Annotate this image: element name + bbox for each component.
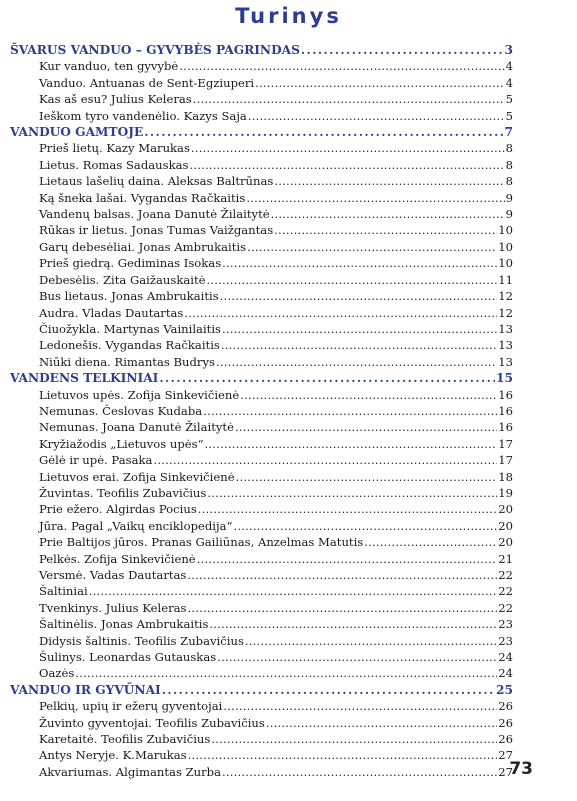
toc-entry-page: 18 xyxy=(498,469,513,484)
toc-entry-page: 10 xyxy=(498,223,513,238)
toc-entry xyxy=(10,764,513,780)
table-of-contents xyxy=(10,42,513,780)
toc-entry-page: 22 xyxy=(498,568,513,582)
dot-leader xyxy=(198,501,497,517)
toc-entry-page: 20 xyxy=(498,502,513,517)
toc-entry-title: Audra. Vladas Dautartas xyxy=(39,305,184,320)
toc-entry-page: 17 xyxy=(498,436,513,451)
toc-entry xyxy=(10,239,513,255)
toc-entry-page: 26 xyxy=(498,699,513,714)
toc-entry-title: Lietuvos upės. Zofija Sinkevičienė xyxy=(39,387,240,402)
dot-leader xyxy=(162,682,495,698)
toc-entry-page: 13 xyxy=(498,354,513,369)
toc-entry-title: Nemunas. Česlovas Kudaba xyxy=(39,403,203,418)
toc-entry-title: Tvenkinys. Julius Keleras xyxy=(39,600,187,615)
toc-entry-title: Akvariumas. Algimantas Zurba xyxy=(39,764,221,779)
dot-leader xyxy=(209,616,497,632)
toc-entry xyxy=(10,337,513,353)
dot-leader xyxy=(235,419,497,435)
toc-entry-page: 20 xyxy=(498,535,513,550)
toc-entry-title: Čiuožykla. Martynas Vainilaitis xyxy=(39,321,221,336)
dot-leader xyxy=(233,518,497,534)
toc-entry-title: Antys Neryje. K.Marukas xyxy=(39,748,187,763)
toc-entry xyxy=(10,354,513,370)
toc-entry-page: 8 xyxy=(505,157,513,172)
dot-leader xyxy=(271,206,505,222)
toc-entry-title: Ieškom tyro vandenėlio. Kazys Saja xyxy=(39,108,247,123)
dot-leader xyxy=(211,731,497,747)
toc-entry-page: 3 xyxy=(504,43,513,57)
toc-entry-title: VANDENS TELKINIAI xyxy=(10,371,159,386)
toc-entry xyxy=(10,616,513,632)
toc-entry-title: Prie ežero. Algirdas Pocius xyxy=(39,502,197,517)
dot-leader xyxy=(223,698,497,714)
toc-entry-page: 13 xyxy=(498,321,513,336)
dot-leader xyxy=(245,633,497,649)
toc-entry xyxy=(10,91,513,107)
dot-leader xyxy=(240,387,497,403)
toc-section-heading xyxy=(10,42,513,58)
dot-leader xyxy=(221,337,497,353)
dot-leader xyxy=(159,370,495,386)
dot-leader xyxy=(193,91,505,107)
toc-entry-page: 22 xyxy=(498,600,513,615)
toc-entry xyxy=(10,551,513,567)
toc-entry-page: 4 xyxy=(505,59,513,74)
toc-entry-title: Ledonešis. Vygandas Račkaitis xyxy=(39,338,220,353)
dot-leader xyxy=(236,469,498,485)
toc-section-heading xyxy=(10,124,513,140)
dot-leader xyxy=(89,583,498,599)
toc-entry-title: Ką šneka lašai. Vygandas Račkaitis xyxy=(39,190,246,205)
toc-entry xyxy=(10,206,513,222)
toc-entry-page: 7 xyxy=(504,125,513,140)
toc-entry xyxy=(10,108,513,124)
dot-leader xyxy=(274,173,504,189)
toc-entry-title: Karetaitė. Teofilis Zubavičius xyxy=(39,732,211,747)
toc-entry-page: 10 xyxy=(498,256,513,271)
dot-leader xyxy=(179,58,504,74)
toc-entry xyxy=(10,190,513,206)
toc-entry xyxy=(10,518,513,534)
toc-section-heading xyxy=(10,370,513,386)
dot-leader xyxy=(274,222,497,238)
toc-entry-title: VANDUO GAMTOJE xyxy=(10,125,144,140)
toc-entry-title: Šaltinėlis. Jonas Ambrukaitis xyxy=(39,617,209,632)
toc-entry-page: 16 xyxy=(498,403,513,418)
toc-entry-page: 16 xyxy=(498,420,513,435)
toc-entry-page: 12 xyxy=(498,289,513,304)
toc-entry xyxy=(10,436,513,452)
toc-entry-title: Niūki diena. Rimantas Budrys xyxy=(39,354,215,369)
dot-leader xyxy=(197,551,498,567)
dot-leader xyxy=(187,567,497,583)
toc-entry-page: 11 xyxy=(498,272,513,287)
toc-entry-title: Žuvintas. Teofilis Zubavičius xyxy=(39,485,207,500)
toc-entry-page: 17 xyxy=(498,453,513,468)
dot-leader xyxy=(301,42,504,58)
toc-entry-page: 13 xyxy=(498,338,513,353)
toc-entry xyxy=(10,633,513,649)
toc-entry xyxy=(10,157,513,173)
toc-entry-title: Oazės xyxy=(39,666,75,681)
toc-entry-title: Prie Baltijos jūros. Pranas Gailiūnas, Anzelmas Matutis xyxy=(39,535,364,550)
dot-leader xyxy=(184,305,497,321)
toc-entry-page: 16 xyxy=(498,387,513,402)
toc-entry xyxy=(10,534,513,550)
dot-leader xyxy=(144,124,503,140)
toc-entry-page: 22 xyxy=(498,584,513,599)
toc-entry xyxy=(10,567,513,583)
dot-leader xyxy=(207,485,497,501)
toc-entry-page: 9 xyxy=(505,207,513,222)
toc-entry-title: Šaltiniai xyxy=(39,584,88,599)
toc-entry xyxy=(10,715,513,731)
toc-entry-title: Kur vanduo, ten gyvybė xyxy=(39,59,179,74)
toc-entry xyxy=(10,600,513,616)
dot-leader xyxy=(247,239,497,255)
toc-entry xyxy=(10,501,513,517)
toc-entry-page: 23 xyxy=(498,633,513,648)
toc-entry-title: Šulinys. Leonardas Gutauskas xyxy=(39,650,217,665)
toc-entry-page: 5 xyxy=(505,108,513,123)
toc-entry xyxy=(10,305,513,321)
dot-leader xyxy=(248,108,505,124)
toc-entry-page: 15 xyxy=(496,371,513,386)
toc-entry xyxy=(10,387,513,403)
toc-entry xyxy=(10,665,513,681)
toc-entry-page: 8 xyxy=(505,141,513,156)
toc-entry xyxy=(10,173,513,189)
dot-leader xyxy=(153,452,497,468)
toc-entry xyxy=(10,485,513,501)
toc-entry-title: Didysis šaltinis. Teofilis Zubavičius xyxy=(39,633,244,648)
toc-entry xyxy=(10,452,513,468)
dot-leader xyxy=(188,600,498,616)
toc-entry xyxy=(10,583,513,599)
toc-entry-page: 27 xyxy=(498,764,513,779)
toc-entry-title: Prieš lietų. Kazy Marukas xyxy=(39,141,190,156)
page-number: 73 xyxy=(509,759,533,779)
toc-entry-title: Lietus. Romas Sadauskas xyxy=(39,157,189,172)
toc-entry-title: Versmė. Vadas Dautartas xyxy=(39,568,187,582)
dot-leader xyxy=(205,436,498,452)
toc-entry xyxy=(10,747,513,763)
toc-entry-title: Pelkės. Zofija Sinkevičienė xyxy=(39,551,196,566)
toc-entry-title: Žuvinto gyventojai. Teofilis Zubavičius xyxy=(39,715,265,730)
toc-entry-title: Bus lietaus. Jonas Ambrukaitis xyxy=(39,289,219,304)
toc-entry-page: 20 xyxy=(498,518,513,533)
toc-entry xyxy=(10,255,513,271)
toc-entry xyxy=(10,649,513,665)
toc-entry xyxy=(10,288,513,304)
toc-entry-page: 24 xyxy=(498,650,513,665)
dot-leader xyxy=(220,288,498,304)
toc-entry-page: 9 xyxy=(505,190,513,205)
toc-entry-page: 4 xyxy=(505,75,513,90)
toc-entry-title: Nemunas. Joana Danutė Žilaitytė xyxy=(39,420,234,435)
dot-leader xyxy=(246,190,504,206)
toc-entry-title: Rūkas ir lietus. Jonas Tumas Vaižgantas xyxy=(39,223,274,238)
page-title: Turinys xyxy=(235,4,342,28)
toc-entry-title: Lietaus lašelių daina. Aleksas Baltrūnas xyxy=(39,174,274,189)
dot-leader xyxy=(222,255,497,271)
toc-entry-title: Kryžiažodis „Lietuvos upės“ xyxy=(39,436,204,451)
toc-entry-title: Kas aš esu? Julius Keleras xyxy=(39,92,192,107)
toc-entry xyxy=(10,321,513,337)
toc-entry xyxy=(10,403,513,419)
toc-entry xyxy=(10,75,513,91)
dot-leader xyxy=(364,534,497,550)
dot-leader xyxy=(216,354,497,370)
toc-entry-page: 10 xyxy=(498,239,513,254)
dot-leader xyxy=(266,715,497,731)
toc-entry-page: 8 xyxy=(505,174,513,189)
toc-entry xyxy=(10,140,513,156)
toc-entry-page: 25 xyxy=(496,682,513,697)
dot-leader xyxy=(222,764,497,780)
toc-entry-page: 21 xyxy=(498,551,513,566)
toc-entry-page: 19 xyxy=(498,485,513,500)
toc-entry-title: Lietuvos erai. Zofija Sinkevičienė xyxy=(39,469,235,484)
dot-leader xyxy=(222,321,497,337)
toc-entry-title: Vanduo. Antuanas de Sent-Egziuperi xyxy=(39,75,255,90)
dot-leader xyxy=(203,403,497,419)
toc-entry-page: 12 xyxy=(498,305,513,320)
toc-entry-page: 26 xyxy=(498,732,513,747)
toc-entry-title: Debesėlis. Zita Gaižauskaitė xyxy=(39,272,206,287)
toc-entry-title: Prieš giedrą. Gediminas Isokas xyxy=(39,256,222,271)
toc-entry-page: 26 xyxy=(498,715,513,730)
toc-entry xyxy=(10,222,513,238)
toc-entry xyxy=(10,419,513,435)
dot-leader xyxy=(75,665,497,681)
toc-entry-title: ŠVARUS VANDUO – GYVYBĖS PAGRINDAS xyxy=(10,43,300,57)
toc-entry xyxy=(10,469,513,485)
toc-entry-title: VANDUO IR GYVŪNAI xyxy=(10,682,161,697)
toc-entry-title: Vandenų balsas. Joana Danutė Žilaitytė xyxy=(39,207,270,222)
toc-entry xyxy=(10,731,513,747)
dot-leader xyxy=(255,75,504,91)
toc-entry-title: Jūra. Pagal „Vaikų enciklopedija“ xyxy=(39,518,233,533)
dot-leader xyxy=(189,157,504,173)
toc-entry-title: Gėlė ir upė. Pasaka xyxy=(39,453,153,468)
dot-leader xyxy=(217,649,497,665)
toc-entry-page: 27 xyxy=(498,748,513,763)
toc-entry-page: 24 xyxy=(498,666,513,681)
dot-leader xyxy=(188,747,498,763)
dot-leader xyxy=(191,140,505,156)
toc-section-heading xyxy=(10,682,513,698)
toc-entry xyxy=(10,58,513,74)
toc-entry xyxy=(10,698,513,714)
toc-entry-page: 5 xyxy=(505,92,513,107)
toc-entry xyxy=(10,272,513,288)
toc-entry-page: 23 xyxy=(498,617,513,632)
toc-entry-title: Pelkių, upių ir ežerų gyventojai xyxy=(39,699,223,714)
dot-leader xyxy=(207,272,498,288)
toc-entry-title: Garų debesėliai. Jonas Ambrukaitis xyxy=(39,239,247,254)
